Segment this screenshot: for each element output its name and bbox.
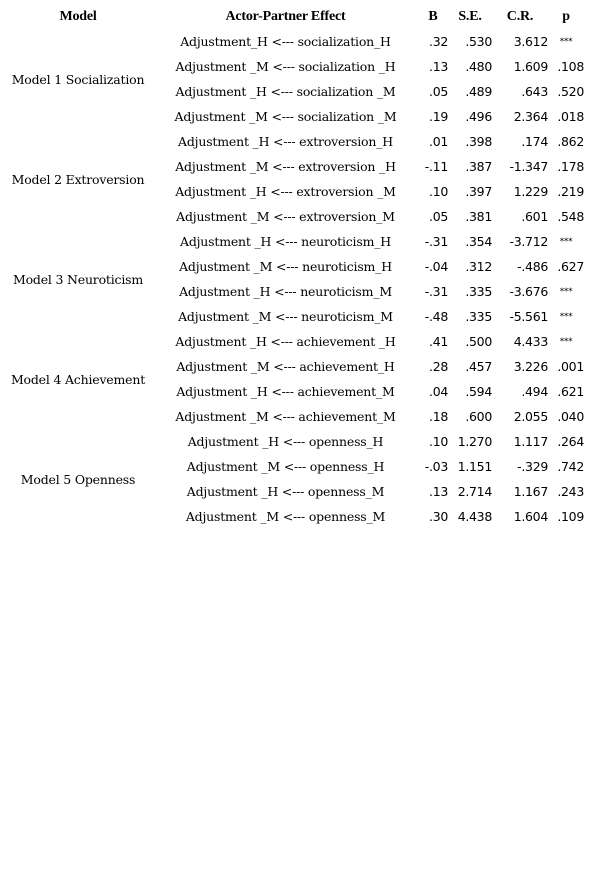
se-value: 1.151 bbox=[457, 459, 492, 474]
b-value: .05 bbox=[429, 84, 448, 99]
effect-path: Adjustment _M <--- openness_H bbox=[186, 459, 385, 474]
se-value: 2.714 bbox=[457, 484, 492, 499]
p-value: *** bbox=[559, 236, 573, 247]
header-effect: Actor-Partner Effect bbox=[225, 9, 346, 24]
se-value: .480 bbox=[465, 59, 492, 74]
p-value: *** bbox=[559, 336, 573, 347]
p-value: .742 bbox=[557, 459, 584, 474]
se-value: .496 bbox=[465, 109, 492, 124]
effect-path: Adjustment _H <--- neuroticism_H bbox=[180, 234, 391, 249]
p-value: *** bbox=[559, 36, 573, 47]
se-value: .530 bbox=[465, 34, 492, 49]
p-value: .520 bbox=[557, 84, 584, 99]
p-value: .109 bbox=[557, 509, 584, 524]
cr-value: -1.347 bbox=[509, 159, 548, 174]
b-value: -.31 bbox=[424, 284, 448, 299]
p-value: .108 bbox=[557, 59, 584, 74]
b-value: -.04 bbox=[424, 259, 448, 274]
b-value: .10 bbox=[429, 434, 448, 449]
effect-path: Adjustment _M <--- neuroticism_M bbox=[178, 309, 393, 324]
p-value: .264 bbox=[557, 434, 584, 449]
se-value: .397 bbox=[465, 184, 492, 199]
se-value: .457 bbox=[465, 359, 492, 374]
p-value: *** bbox=[559, 286, 573, 297]
model-label: Model 5 Openness bbox=[20, 471, 136, 487]
se-value: .489 bbox=[465, 84, 492, 99]
cr-value: 4.433 bbox=[513, 334, 548, 349]
b-value: -.11 bbox=[424, 159, 448, 174]
b-value: .30 bbox=[429, 509, 448, 524]
b-value: -.48 bbox=[424, 309, 448, 324]
b-value: .32 bbox=[429, 34, 448, 49]
table-row bbox=[3, 29, 584, 54]
cr-value: 1.117 bbox=[513, 434, 548, 449]
header-p: p bbox=[562, 9, 570, 24]
se-value: 1.270 bbox=[457, 434, 492, 449]
effect-path: Adjustment _H <--- neuroticism_M bbox=[179, 284, 392, 299]
se-value: .600 bbox=[465, 409, 492, 424]
header-se: S.E. bbox=[458, 9, 482, 24]
b-value: .19 bbox=[429, 109, 448, 124]
p-value: .627 bbox=[557, 259, 584, 274]
se-value: .387 bbox=[465, 159, 492, 174]
table-body bbox=[3, 29, 584, 529]
effect-path: Adjustment _M <--- achievement_M bbox=[175, 409, 396, 424]
cr-value: 1.167 bbox=[513, 484, 548, 499]
cr-value: 1.229 bbox=[513, 184, 548, 199]
cr-value: 1.609 bbox=[513, 59, 548, 74]
b-value: .18 bbox=[429, 409, 448, 424]
se-value: .312 bbox=[465, 259, 492, 274]
effect-path: Adjustment _M <--- extroversion _H bbox=[175, 159, 396, 174]
effect-path: Adjustment _H <--- extroversion _M bbox=[175, 184, 396, 199]
effect-path: Adjustment _H <--- openness_H bbox=[187, 434, 384, 449]
effect-path: Adjustment _M <--- socialization _M bbox=[174, 109, 397, 124]
cr-value: 2.055 bbox=[513, 409, 548, 424]
se-value: .335 bbox=[465, 309, 492, 324]
table-row bbox=[3, 329, 584, 354]
cr-value: 3.226 bbox=[513, 359, 548, 374]
se-value: .381 bbox=[465, 209, 492, 224]
p-value: .219 bbox=[557, 184, 584, 199]
p-value: .040 bbox=[557, 409, 584, 424]
effect-path: Adjustment _H <--- openness_M bbox=[186, 484, 385, 499]
actor-partner-effects-table bbox=[3, 5, 584, 529]
table-row bbox=[3, 229, 584, 254]
header-cr: C.R. bbox=[506, 9, 534, 24]
model-label: Model 2 Extroversion bbox=[11, 171, 145, 187]
p-value: .018 bbox=[557, 109, 584, 124]
b-value: .13 bbox=[429, 484, 448, 499]
p-value: .862 bbox=[557, 134, 584, 149]
b-value: .10 bbox=[429, 184, 448, 199]
se-value: .354 bbox=[465, 234, 492, 249]
effect-path: Adjustment _M <--- socialization _H bbox=[175, 59, 396, 74]
effect-path: Adjustment _H <--- achievement_M bbox=[176, 384, 395, 399]
effect-path: Adjustment _M <--- openness_M bbox=[185, 509, 386, 524]
cr-value: .174 bbox=[521, 134, 548, 149]
effect-path: Adjustment _M <--- extroversion_M bbox=[176, 209, 395, 224]
b-value: .41 bbox=[429, 334, 448, 349]
cr-value: -3.712 bbox=[509, 234, 548, 249]
table-row bbox=[3, 129, 584, 154]
effect-path: Adjustment_H <--- socialization_H bbox=[180, 34, 391, 49]
se-value: .594 bbox=[465, 384, 492, 399]
cr-value: -5.561 bbox=[509, 309, 548, 324]
model-label: Model 4 Achievement bbox=[10, 371, 146, 387]
se-value: .335 bbox=[465, 284, 492, 299]
cr-value: .494 bbox=[521, 384, 548, 399]
table-row bbox=[3, 429, 584, 454]
b-value: -.03 bbox=[424, 459, 448, 474]
b-value: -.31 bbox=[424, 234, 448, 249]
b-value: .01 bbox=[429, 134, 448, 149]
b-value: .28 bbox=[429, 359, 448, 374]
b-value: .05 bbox=[429, 209, 448, 224]
cr-value: 3.612 bbox=[513, 34, 548, 49]
se-value: .500 bbox=[465, 334, 492, 349]
p-value: .243 bbox=[557, 484, 584, 499]
se-value: .398 bbox=[465, 134, 492, 149]
cr-value: -.329 bbox=[517, 459, 548, 474]
cr-value: .601 bbox=[521, 209, 548, 224]
model-label: Model 1 Socialization bbox=[11, 71, 145, 87]
p-value: .178 bbox=[557, 159, 584, 174]
effect-path: Adjustment _H <--- extroversion_H bbox=[178, 134, 393, 149]
se-value: 4.438 bbox=[457, 509, 492, 524]
p-value: *** bbox=[559, 311, 573, 322]
p-value: .621 bbox=[557, 384, 584, 399]
p-value: .001 bbox=[557, 359, 584, 374]
header-row bbox=[3, 5, 584, 29]
header-model: Model bbox=[59, 9, 97, 24]
cr-value: 1.604 bbox=[513, 509, 548, 524]
cr-value: -.486 bbox=[517, 259, 548, 274]
effect-path: Adjustment _M <--- achievement_H bbox=[176, 359, 395, 374]
cr-value: 2.364 bbox=[513, 109, 548, 124]
model-label: Model 3 Neuroticism bbox=[13, 271, 143, 287]
header-b: B bbox=[428, 9, 438, 24]
p-value: .548 bbox=[557, 209, 584, 224]
cr-value: -3.676 bbox=[509, 284, 548, 299]
b-value: .13 bbox=[429, 59, 448, 74]
effect-path: Adjustment _H <--- socialization _M bbox=[175, 84, 396, 99]
cr-value: .643 bbox=[521, 84, 548, 99]
b-value: .04 bbox=[429, 384, 448, 399]
effect-path: Adjustment _M <--- neuroticism_H bbox=[179, 259, 392, 274]
effect-path: Adjustment _H <--- achievement _H bbox=[175, 334, 396, 349]
